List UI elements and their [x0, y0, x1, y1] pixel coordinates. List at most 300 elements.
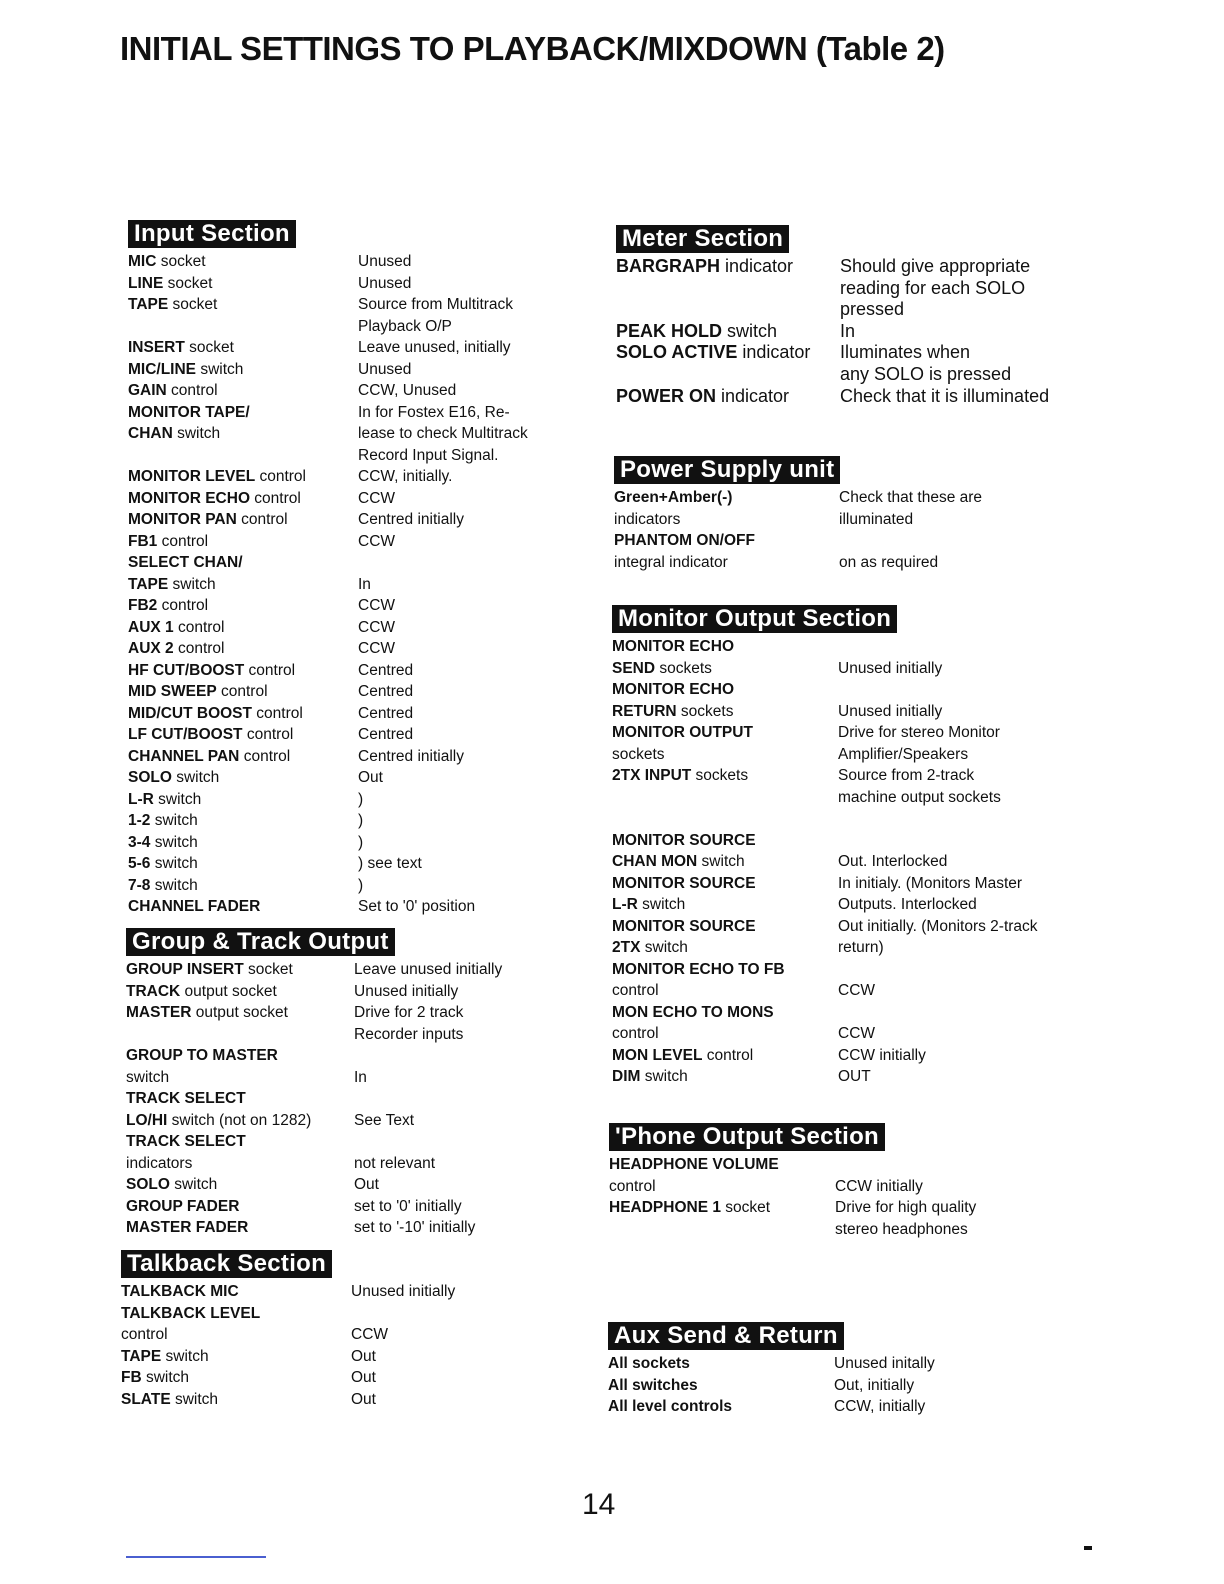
- control-name: CHAN: [128, 425, 173, 442]
- setting-row: [126, 1174, 395, 1196]
- setting-row: [608, 1353, 935, 1375]
- control-name: MONITOR OUTPUT: [612, 724, 753, 741]
- setting-value: Unused initially: [838, 659, 943, 677]
- control-type: control: [216, 683, 268, 700]
- setting-row: [612, 744, 969, 766]
- setting-value: Playback O/P: [358, 317, 452, 335]
- setting-value: stereo headphones: [835, 1220, 968, 1238]
- setting-row: [614, 509, 914, 531]
- control-name: TRACK: [126, 982, 181, 1000]
- meter-section: [616, 225, 1050, 407]
- setting-value: Check that these are: [839, 489, 983, 506]
- control-name: L-R: [612, 896, 638, 913]
- control-type: switch: [640, 1068, 688, 1085]
- setting-label: [128, 681, 268, 703]
- control-name: MID SWEEP: [128, 683, 217, 700]
- setting-label: [128, 617, 225, 639]
- setting-label: [612, 980, 659, 1002]
- control-name: MONITOR ECHO TO FB: [612, 960, 785, 978]
- setting-value: Unused: [358, 253, 412, 270]
- setting-row: [128, 294, 514, 316]
- control-type: control: [609, 1177, 656, 1195]
- control-name: GAIN: [128, 382, 167, 399]
- control-name: 5-6: [128, 855, 151, 872]
- setting-row: [612, 894, 977, 916]
- control-type: switch: [196, 360, 244, 378]
- control-name: MASTER FADER: [126, 1219, 249, 1236]
- control-name: SOLO ACTIVE: [616, 342, 738, 363]
- setting-row: [128, 337, 511, 359]
- setting-label: [128, 660, 295, 682]
- setting-row: [609, 1219, 968, 1241]
- control-type: integral indicator: [614, 553, 728, 571]
- setting-row: [128, 316, 452, 338]
- control-type: switch: [637, 896, 686, 913]
- setting-value: Centred: [358, 704, 414, 722]
- setting-value: pressed: [840, 299, 905, 320]
- control-type: switch: [161, 1347, 209, 1365]
- setting-value: machine output sockets: [838, 788, 1001, 806]
- setting-row: [126, 1131, 395, 1153]
- control-type: socket: [156, 253, 206, 270]
- control-type: control: [702, 1046, 754, 1064]
- setting-label: [128, 337, 234, 359]
- section-heading: Group & Track Output: [126, 928, 395, 956]
- setting-row: [128, 896, 476, 918]
- setting-row: [128, 810, 364, 832]
- setting-label: [612, 937, 688, 959]
- control-type: switch: [722, 320, 778, 341]
- control-name: SELECT CHAN/: [128, 554, 243, 571]
- setting-value: Leave unused, initially: [358, 339, 511, 356]
- setting-row: [121, 1324, 389, 1346]
- setting-value: Set to '0' position: [358, 898, 476, 915]
- control-name: L-R: [128, 790, 154, 808]
- control-name: MON LEVEL: [612, 1046, 703, 1064]
- control-name: 2TX INPUT: [612, 767, 692, 784]
- section-heading: Input Section: [128, 220, 296, 248]
- setting-value: CCW: [351, 1326, 389, 1343]
- setting-label: [128, 703, 303, 725]
- setting-label: [126, 1131, 246, 1153]
- setting-label: [612, 873, 756, 895]
- control-type: switch: [168, 575, 216, 593]
- control-name: TAPE: [121, 1347, 162, 1365]
- setting-value: Out initially. (Monitors 2-track: [838, 917, 1038, 935]
- control-type: sockets: [676, 702, 734, 720]
- setting-row: [128, 552, 296, 574]
- control-type: indicators: [126, 1154, 193, 1172]
- setting-label: [126, 1045, 278, 1067]
- setting-row: [128, 617, 396, 639]
- control-type: output socket: [180, 982, 277, 1000]
- control-type: switch: [150, 876, 198, 894]
- setting-row: [121, 1303, 332, 1325]
- setting-value: Out: [351, 1390, 376, 1408]
- setting-row: [128, 767, 383, 789]
- setting-value: Source from 2-track: [838, 767, 975, 784]
- setting-value: CCW: [358, 597, 396, 614]
- setting-label: [612, 636, 734, 658]
- setting-row: [121, 1367, 376, 1389]
- setting-label: [128, 423, 220, 445]
- control-name: INSERT: [128, 339, 185, 356]
- setting-value: reading for each SOLO: [840, 277, 1026, 298]
- control-name: PEAK HOLD: [616, 320, 723, 341]
- setting-label: [608, 1396, 732, 1418]
- setting-label: [614, 552, 728, 574]
- control-type: socket: [720, 1199, 771, 1216]
- setting-value: Drive for high quality: [835, 1199, 977, 1216]
- setting-label: [128, 488, 301, 510]
- control-type: sockets: [612, 745, 665, 763]
- setting-row: [128, 875, 364, 897]
- setting-row: [126, 1217, 476, 1239]
- setting-value: Amplifier/Speakers: [838, 745, 969, 763]
- control-name: MONITOR LEVEL: [128, 468, 256, 485]
- control-type: socket: [184, 339, 234, 356]
- control-name: 1-2: [128, 812, 151, 829]
- control-type: switch: [169, 1176, 218, 1193]
- control-type: socket: [243, 961, 293, 978]
- control-name: CHAN MON: [612, 853, 698, 870]
- control-type: switch: [150, 833, 198, 851]
- talkback-section: [121, 1250, 456, 1410]
- control-name: MONITOR ECHO: [612, 638, 734, 655]
- control-name: CHANNEL PAN: [128, 747, 240, 765]
- setting-row: [128, 595, 396, 617]
- setting-label: [608, 1353, 690, 1375]
- setting-value: Drive for 2 track: [354, 1004, 464, 1021]
- setting-row: [128, 402, 510, 424]
- control-name: TRACK SELECT: [126, 1133, 246, 1150]
- setting-label: [126, 981, 277, 1003]
- footer-rule: [126, 1556, 266, 1558]
- setting-label: [128, 789, 201, 811]
- setting-value: CCW initially: [835, 1177, 923, 1195]
- monitor-output-section: [612, 605, 1038, 1088]
- phone-output-section: [609, 1123, 977, 1240]
- control-name: HF CUT/BOOST: [128, 661, 245, 679]
- setting-label: [121, 1324, 168, 1346]
- section-heading: Meter Section: [616, 225, 789, 253]
- setting-label: [612, 1023, 659, 1045]
- control-name: MID/CUT BOOST: [128, 704, 252, 722]
- control-type: switch: [170, 1390, 219, 1408]
- control-name: 2TX: [612, 939, 641, 956]
- setting-row: [126, 1153, 435, 1175]
- setting-label: [612, 701, 733, 723]
- setting-row: [128, 789, 364, 811]
- setting-row: [612, 658, 943, 680]
- setting-label: [614, 530, 755, 552]
- setting-label: [128, 875, 198, 897]
- setting-row: [614, 530, 840, 552]
- setting-value: Centred initially: [358, 511, 464, 528]
- setting-row: [616, 385, 1050, 408]
- setting-label: [612, 679, 734, 701]
- setting-row: [121, 1346, 376, 1368]
- control-name: SEND: [612, 659, 656, 677]
- setting-label: [608, 1375, 698, 1397]
- setting-row: [612, 679, 897, 701]
- setting-value: Unused: [358, 274, 412, 292]
- setting-row: [128, 380, 457, 402]
- control-type: switch: [172, 425, 221, 442]
- setting-value: OUT: [838, 1068, 871, 1085]
- setting-label: [128, 595, 208, 617]
- control-name: PHANTOM ON/OFF: [614, 532, 755, 549]
- setting-label: [612, 851, 745, 873]
- setting-row: [128, 681, 414, 703]
- setting-row: [608, 1375, 915, 1397]
- control-type: control: [173, 640, 225, 657]
- control-name: MIC/LINE: [128, 360, 197, 378]
- control-name: GROUP TO MASTER: [126, 1047, 278, 1064]
- setting-value: Unused: [358, 360, 412, 378]
- setting-label: [126, 1174, 217, 1196]
- control-name: TALKBACK LEVEL: [121, 1304, 261, 1322]
- control-type: control: [242, 726, 294, 743]
- setting-row: [128, 660, 414, 682]
- setting-value: illuminated: [839, 510, 914, 528]
- setting-value: Out: [358, 769, 383, 786]
- setting-value: CCW: [358, 532, 396, 550]
- setting-value: return): [838, 939, 884, 956]
- control-name: TRACK SELECT: [126, 1090, 246, 1107]
- setting-row: [128, 445, 499, 467]
- setting-value: Unused initially: [838, 702, 943, 720]
- setting-value: Drive for stereo Monitor: [838, 724, 1000, 741]
- setting-label: [612, 765, 748, 787]
- setting-row: [128, 251, 412, 273]
- control-type: sockets: [691, 767, 749, 784]
- control-type: control: [239, 747, 291, 765]
- control-name: POWER ON: [616, 385, 717, 406]
- setting-label: [126, 1196, 239, 1218]
- power-supply-section: [614, 456, 983, 573]
- setting-row: [612, 636, 897, 658]
- control-name: MONITOR TAPE/: [128, 403, 250, 421]
- setting-value: ): [358, 812, 364, 829]
- control-name: RETURN: [612, 702, 677, 720]
- setting-label: [128, 853, 198, 875]
- control-name: MON ECHO TO MONS: [612, 1003, 774, 1021]
- setting-row: [612, 980, 897, 1002]
- setting-row: [612, 1002, 897, 1024]
- setting-row: [616, 320, 856, 343]
- setting-row: [128, 488, 396, 510]
- setting-value: CCW, Unused: [358, 382, 457, 399]
- setting-value: set to '-10' initially: [354, 1219, 476, 1236]
- control-name: Green+Amber(-): [614, 489, 733, 506]
- setting-value: set to '0' initially: [354, 1197, 462, 1215]
- control-type: socket: [168, 296, 218, 313]
- setting-label: [128, 251, 206, 273]
- setting-label: [128, 380, 218, 402]
- control-type: switch: [141, 1369, 190, 1386]
- setting-label: [612, 744, 665, 766]
- setting-row: [128, 466, 453, 488]
- setting-value: Out. Interlocked: [838, 853, 948, 870]
- setting-row: [609, 1176, 923, 1198]
- control-name: FB1: [128, 532, 158, 550]
- setting-label: [609, 1197, 770, 1219]
- control-type: output socket: [191, 1004, 288, 1021]
- aux-send-return-section: [608, 1322, 935, 1418]
- setting-row: [616, 256, 1031, 278]
- setting-label: [612, 959, 785, 981]
- setting-value: CCW initially: [838, 1046, 926, 1064]
- setting-label: [128, 832, 198, 854]
- setting-row: [612, 765, 975, 787]
- control-type: control: [244, 661, 296, 679]
- setting-label: [128, 509, 288, 531]
- setting-row: [616, 277, 1026, 300]
- setting-label: [121, 1367, 189, 1389]
- setting-row: [612, 830, 897, 852]
- setting-row: [126, 1045, 395, 1067]
- setting-row: [128, 574, 371, 596]
- setting-value: CCW: [358, 618, 396, 636]
- setting-row: [128, 832, 364, 854]
- control-type: indicators: [614, 510, 681, 528]
- setting-row: [126, 1088, 395, 1110]
- setting-value: Centred: [358, 726, 414, 743]
- setting-row: [612, 701, 943, 723]
- input-section: [128, 220, 528, 918]
- control-name: LO/HI: [126, 1111, 168, 1129]
- setting-label: [614, 487, 732, 509]
- control-name: GROUP FADER: [126, 1197, 240, 1215]
- setting-label: [609, 1154, 779, 1176]
- setting-value: ): [358, 833, 364, 851]
- control-name: SOLO: [126, 1176, 170, 1193]
- setting-label: [126, 1088, 246, 1110]
- setting-label: [121, 1346, 209, 1368]
- setting-label: [609, 1176, 656, 1198]
- setting-value: Should give appropriate: [840, 256, 1031, 276]
- setting-row: [126, 1067, 395, 1089]
- setting-row: [121, 1389, 376, 1411]
- setting-label: [126, 1153, 192, 1175]
- control-name: MONITOR PAN: [128, 511, 237, 528]
- control-type: switch: [126, 1068, 170, 1086]
- control-type: control: [255, 468, 307, 485]
- setting-label: [612, 1045, 753, 1067]
- control-name: All switches: [608, 1376, 698, 1394]
- setting-label: [126, 959, 293, 981]
- control-type: switch: [171, 769, 220, 786]
- control-name: CHANNEL FADER: [128, 898, 261, 915]
- setting-row: [609, 1154, 885, 1176]
- setting-row: [128, 531, 396, 553]
- setting-row: [614, 552, 939, 574]
- setting-value: any SOLO is pressed: [840, 363, 1012, 384]
- setting-value: CCW: [838, 982, 876, 999]
- control-name: DIM: [612, 1068, 641, 1085]
- setting-label: [128, 746, 290, 768]
- control-name: 3-4: [128, 833, 151, 851]
- setting-value: In: [358, 575, 371, 593]
- control-name: MONITOR SOURCE: [612, 831, 756, 849]
- setting-value: Out, initially: [834, 1376, 915, 1394]
- section-heading: Monitor Output Section: [612, 605, 897, 633]
- control-name: LINE: [128, 274, 164, 292]
- setting-label: [612, 1002, 774, 1024]
- setting-row: [126, 1110, 415, 1132]
- page-title: INITIAL SETTINGS TO PLAYBACK/MIXDOWN (Table 2): [120, 30, 945, 67]
- setting-row: [612, 873, 1023, 895]
- setting-row: [126, 959, 503, 981]
- control-name: MONITOR SOURCE: [612, 874, 756, 892]
- setting-label: [612, 894, 685, 916]
- setting-label: [128, 402, 250, 424]
- control-type: control: [236, 511, 288, 528]
- control-name: MONITOR ECHO: [612, 681, 734, 698]
- control-name: 7-8: [128, 876, 151, 894]
- control-type: control: [173, 618, 225, 636]
- control-name: TAPE: [128, 575, 169, 593]
- setting-value: Out: [351, 1347, 376, 1365]
- control-type: control: [166, 382, 218, 399]
- control-name: HEADPHONE 1: [609, 1199, 721, 1216]
- control-name: BARGRAPH: [616, 256, 721, 276]
- control-type: indicator: [737, 342, 811, 363]
- setting-label: [126, 1002, 288, 1024]
- control-name: MONITOR ECHO: [128, 489, 250, 507]
- setting-label: [128, 294, 217, 316]
- setting-row: [616, 342, 971, 364]
- setting-value: ): [358, 876, 364, 894]
- control-type: control: [250, 489, 301, 507]
- setting-row: [126, 1002, 464, 1024]
- setting-label: [121, 1389, 218, 1411]
- setting-label: [612, 830, 756, 852]
- setting-row: [128, 853, 422, 875]
- setting-label: [614, 509, 680, 531]
- setting-value: not relevant: [354, 1154, 435, 1172]
- setting-row: [128, 273, 412, 295]
- setting-label: [121, 1281, 239, 1303]
- setting-value: Check that it is illuminated: [840, 385, 1050, 406]
- setting-value: In initialy. (Monitors Master: [838, 874, 1023, 892]
- setting-value: Leave unused initially: [354, 961, 503, 978]
- control-name: AUX 1: [128, 618, 174, 636]
- setting-value: ) see text: [358, 855, 422, 872]
- setting-value: In: [354, 1068, 367, 1086]
- control-type: socket: [163, 274, 213, 292]
- setting-label: [616, 386, 789, 408]
- setting-label: [128, 552, 243, 574]
- setting-label: [128, 767, 219, 789]
- control-type: control: [612, 1025, 659, 1042]
- setting-row: [612, 916, 1038, 938]
- setting-row: [616, 299, 905, 321]
- setting-row: [121, 1281, 456, 1303]
- control-name: All sockets: [608, 1355, 690, 1372]
- setting-label: [612, 722, 753, 744]
- control-type: switch: [640, 939, 688, 956]
- setting-value: Unused initially: [354, 982, 459, 1000]
- setting-label: [126, 1217, 248, 1239]
- setting-value: Source from Multitrack: [358, 296, 514, 313]
- setting-row: [612, 959, 897, 981]
- control-name: LF CUT/BOOST: [128, 726, 243, 743]
- control-type: switch: [150, 855, 198, 872]
- control-name: TALKBACK MIC: [121, 1283, 239, 1300]
- setting-label: [128, 466, 306, 488]
